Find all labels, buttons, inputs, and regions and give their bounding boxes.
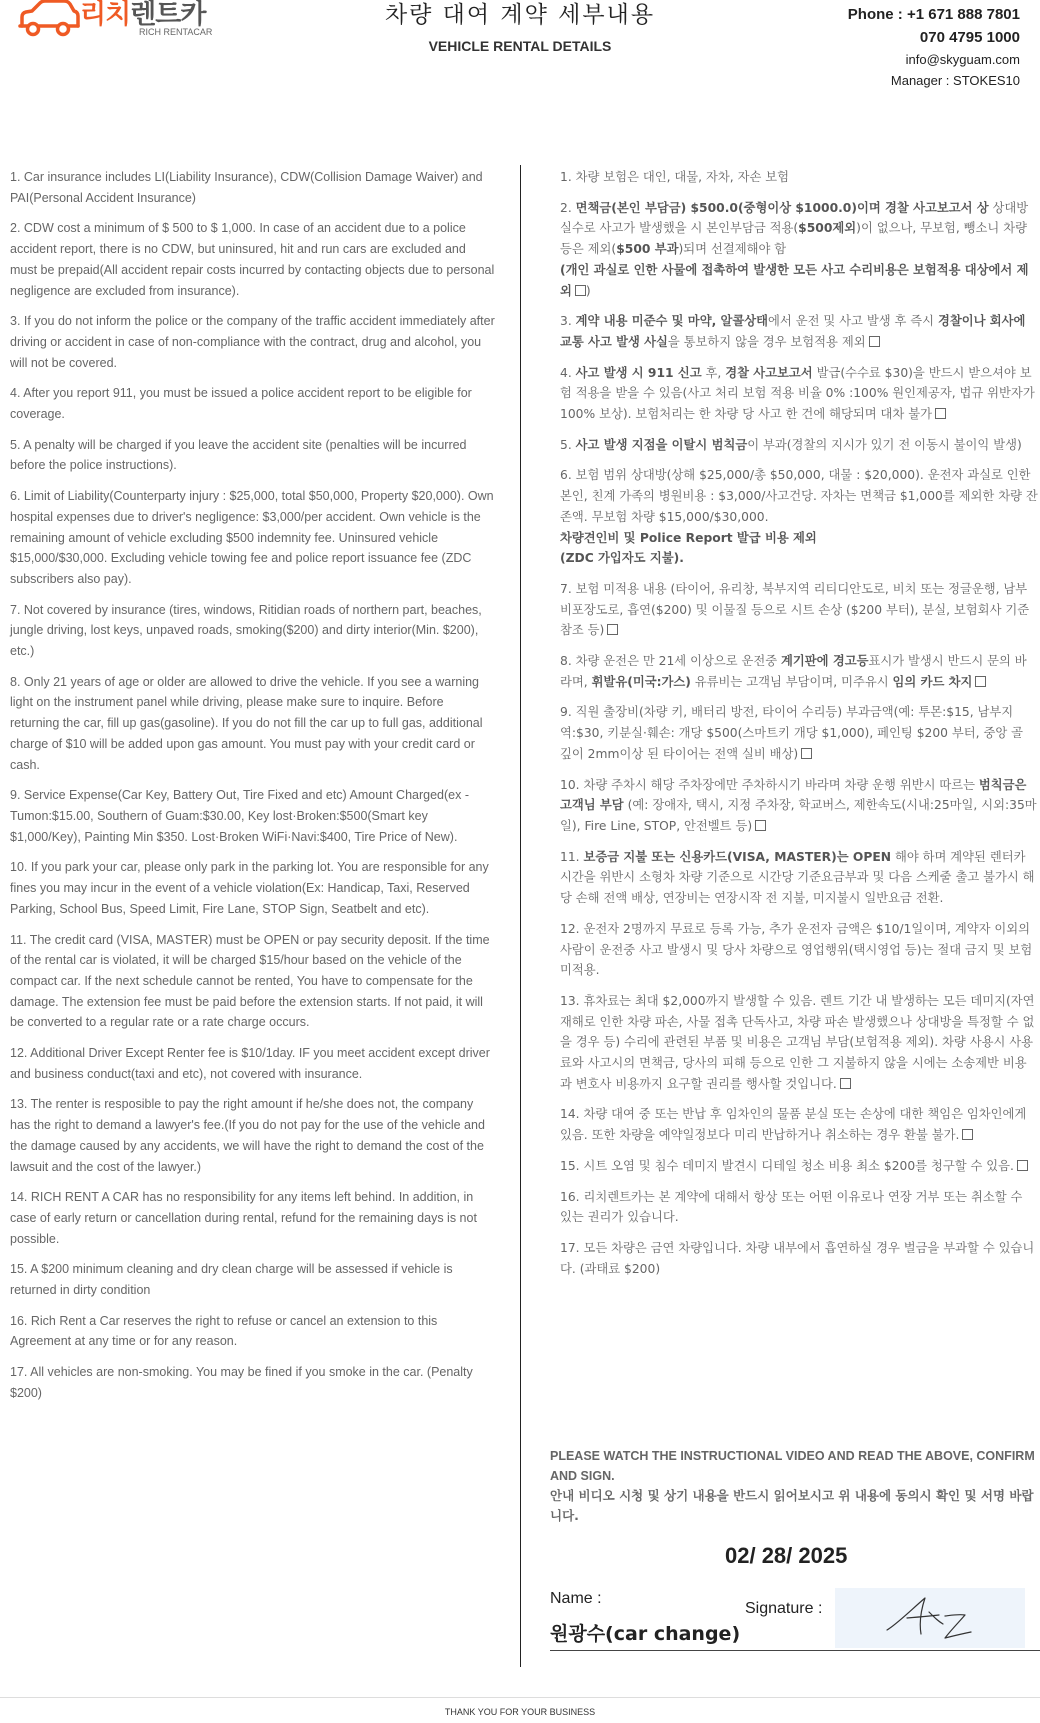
checkbox-icon	[975, 676, 986, 687]
term-ko-3: 3. 계약 내용 미준수 및 마약, 알콜상태에서 운전 및 사고 발생 후 즉시 경찰이나 회사에 교통 사고 발생 사실을 통보하지 않을 경우 보험적용 제외	[560, 314, 1026, 349]
checkbox-icon	[962, 1129, 973, 1140]
document-title-korean: 차량 대여 계약 세부내용	[384, 2, 656, 28]
term-ko-7: 7. 보험 미적용 내용 (타이어, 유리창, 북부지역 리티디안도로, 비치 또는 정글운행, 남부 비포장도로, 흡연($200) 및 이물질 등으로 시트 손상 ($200 부터), 분실, 보험회사 기준 참조 등)	[560, 581, 1030, 638]
term-en-1: 1. Car insurance includes LI(Liability Insurance), CDW(Collision Damage Waiver) and PAI(Personal Accident Insurance)	[10, 170, 483, 205]
term-en-3: 3. If you do not inform the police or the company of the traffic accident immediately after driving or accident in case of non-compliance with the contract, drug and alcohol, you will not be covered.	[10, 314, 495, 370]
term-en-4: 4. After you report 911, you must be issued a police accident report to be eligible for coverage.	[10, 386, 472, 422]
signature-field[interactable]	[835, 1588, 1025, 1648]
handwritten-signature-icon	[835, 1588, 1025, 1648]
term-ko-5: 5. 사고 발생 지점을 이탈시 범칙금이 부과(경찰의 지시가 있기 전 이동시 불이익 발생)	[560, 437, 1022, 452]
term-en-9: 9. Service Expense(Car Key, Battery Out, Tire Fixed and etc) Amount Charged(ex -Tumon:$15.00, Southern of Guam:$30.00, Key lost·Broken:$500(Smart key $1,000/Key), Painting Min $350. Lost·Broken WiFi·Navi:$400, Tire Price of New).	[10, 788, 469, 844]
term-ko-12: 12. 운전자 2명까지 무료로 등록 가능, 추가 운전자 금액은 $10/1일이며, 계약자 이외의 사람이 운전중 사고 발생시 및 당사 차량으로 영업행위(택시영업 등)는 절대 금지 및 보험 미적용.	[560, 921, 1033, 978]
term-en-13: 13. The renter is resposible to pay the right amount if he/she does not, the company has the right to demand a lawyer's fee.(If you do not pay for the use of the vehicle and the damage caused by any accidents, we will have the right to demand the cost of the lawsuit and the cost of the lawyer.)	[10, 1097, 485, 1174]
checkbox-icon	[840, 1078, 851, 1089]
footer-divider	[0, 1697, 1040, 1698]
term-ko-9: 9. 직원 출장비(차량 키, 배터리 방전, 타이어 수리등) 부과금액(예: 투몬:$15, 남부지역:$30, 키분실·훼손: 개당 $500(스마트키 개당 $1,000), 페인팅 $200 부터, 중앙 골 깊이 2mm이상 된 타이어는 전액 실비 배상)	[560, 705, 1024, 761]
term-ko-15: 15. 시트 오염 및 침수 데미지 발견시 디테일 청소 비용 최소 $200를 청구할 수 있음.	[560, 1156, 1038, 1177]
manager-name: Manager : STOKES10	[890, 73, 1020, 88]
logo-korean: 리치렌트카	[80, 0, 206, 30]
checkbox-icon	[935, 408, 946, 419]
contact-email: info@skyguam.com	[905, 52, 1020, 67]
term-en-2: 2. CDW cost a minimum of $ 500 to $ 1,000. In case of an accident due to a police accident report, there is no CDW, but uninsured, hit and run cars are excluded and must be prepaid(All accident repair costs incurred by contacting objects due to personal negligence are excluded from insurance).	[10, 221, 495, 298]
term-ko-11: 11. 보증금 지불 또는 신용카드(VISA, MASTER)는 OPEN 해야 하며 계약된 렌터카 시간을 위반시 소형차 차량 기준으로 시간당 기준요금부과 및 다음 스케줄 출고 불가시 해당 손해 전액 배상, 연장비는 연장시작 전 지불, 미지불시 일반요금 전환.	[560, 849, 1035, 906]
term-en-17: 17. All vehicles are non-smoking. You may be fined if you smoke in the car. (Penalty $200)	[10, 1365, 473, 1400]
checkbox-icon	[801, 748, 812, 759]
sign-notice-korean: 안내 비디오 시청 및 상기 내용을 반드시 읽어보시고 위 내용에 동의시 확인 및 서명 바랍니다.	[550, 1488, 1034, 1523]
phone-primary: Phone : +1 671 888 7801	[847, 6, 1020, 23]
document-title-english: VEHICLE RENTAL DETAILS	[428, 38, 612, 54]
checkbox-icon	[755, 820, 766, 831]
term-en-12: 12. Additional Driver Except Renter fee is $10/1day. IF you meet accident except driver and business conduct(taxi and etc), not covered with insurance.	[10, 1046, 490, 1081]
contact-block	[848, 3, 1020, 91]
term-ko-14: 14. 차량 대여 중 또는 반납 후 임차인의 물품 분실 또는 손상에 대한 책임은 임차인에게 있음. 또한 차량을 예약일정보다 미리 반납하거나 취소하는 경우 환불 불가.	[560, 1107, 1027, 1143]
renter-name: 원광수(car change)	[550, 1623, 741, 1645]
phone-secondary: 070 4795 1000	[919, 29, 1020, 46]
term-en-5: 5. A penalty will be charged if you leave the accident site (penalties will be incurred before the police instructions).	[10, 437, 467, 473]
term-en-7: 7. Not covered by insurance (tires, windows, Ritidian roads of northern part, beaches, jungle driving, lost keys, unpaved roads, smoking($200) and dirty interior(Min. $200), etc.)	[10, 602, 482, 659]
checkbox-icon	[869, 336, 880, 347]
term-ko-17: 17. 모든 차량은 금연 차량입니다. 차량 내부에서 흡연하실 경우 벌금을 부과할 수 있습니다. (과태료 $200)	[560, 1240, 1035, 1276]
term-ko-8: 8. 차량 운전은 만 21세 이상으로 운전중 계기판에 경고등표시가 발생시 반드시 문의 바라며, 휘발유(미국:가스) 유류비는 고객님 부담이며, 미주유시 임의 카드 차지	[560, 654, 1027, 689]
terms-korean	[560, 167, 1038, 1289]
term-ko-6: 6. 보험 범위 상대방(상해 $25,000/총 $50,000, 대물 : $20,000). 운전자 과실로 인한 본인, 친계 가족의 병원비용 : $3,000/사고건당. 자차는 면책금 $1,000를 제외한 차량 잔존액. 무보험 차량 $15,000/$30,000. 차량견인비 및 Police Report 발급 비용 제외 (ZDC 가입자도 지불).	[560, 468, 1038, 566]
term-en-16: 16. Rich Rent a Car reserves the right to refuse or cancel an extension to this Agreement at any time or for any reason.	[10, 1313, 438, 1349]
signature-label: Signature :	[745, 1600, 823, 1617]
term-en-8: 8. Only 21 years of age or older are allowed to drive the vehicle. If you see a warning light on the instrument panel while driving, please make sure to inquire. Before returning the car, fill up gas(gasoline). If you do not fill the car up to full gas, additional charge of $10 will be added upon gas amount. You must pay with your credit card or cash.	[10, 674, 483, 772]
term-en-15: 15. A $200 minimum cleaning and dry clean charge will be assessed if vehicle is returned in dirty condition	[10, 1262, 453, 1298]
signature-underline	[550, 1650, 1040, 1651]
name-label: Name :	[550, 1590, 602, 1607]
term-ko-2: 2. 면책금(본인 부담금) $500.0(중형이상 $1000.0)이며 경찰 사고보고서 상 상대방 실수로 사고가 발생했을 시 본인부담금 적용($500제외)이 없으나, 무보험, 뺑소니 차량 등은 제외($500 부과)되며 선결제해야 함 (개인 과실로 인한 사물에 접촉하여 발생한 모든 사고 수리비용은 보험적용 대상에서 제외 )	[560, 200, 1029, 298]
footer-thanks: THANK YOU FOR YOUR BUSINESS	[444, 1707, 596, 1717]
term-en-10: 10. If you park your car, please only park in the parking lot. You are responsible for any fines you may incur in the event of a vehicle violation(Ex: Handicap, Taxi, Reserved Parking, School Bus, Speed Limit, Fire Lane, STOP Sign, Seatbelt and etc).	[10, 860, 489, 916]
sign-notice-english: PLEASE WATCH THE INSTRUCTIONAL VIDEO AND READ THE ABOVE, CONFIRM AND SIGN.	[550, 1449, 1035, 1483]
checkbox-icon	[575, 285, 586, 296]
term-ko-16: 16. 리치렌트카는 본 계약에 대해서 항상 또는 어떤 이유로나 연장 거부 또는 취소할 수 있는 권리가 있습니다.	[560, 1189, 1023, 1225]
contract-date: 02/ 28/ 2025	[725, 1543, 848, 1568]
column-divider	[520, 165, 521, 1667]
term-en-6: 6. Limit of Liability(Counterparty injury : $25,000, total $50,000, Property $20,000). Own hospital expenses due to driver's negligence: $3,000/per accident. Own vehicle is the remaining amount of vehicle excluding $500 indemnity fee. Uninsured vehicle $15,000/$30,000. Excluding vehicle towing fee and police report issuance fee (ZDC subscribers also pay).	[10, 489, 494, 586]
sign-notice	[550, 1446, 1040, 1526]
checkbox-icon	[1017, 1160, 1028, 1171]
logo-english: RICH RENTACAR	[139, 27, 213, 37]
term-ko-10: 10. 차량 주차시 해당 주차장에만 주차하시기 바라며 차량 운행 위반시 따르는 범칙금은 고객님 부담 (예: 장애자, 택시, 지정 주차장, 학교버스, 제한속도(시내:25마일, 시외:35마일), Fire Line, STOP, 안전벨트 등)	[560, 777, 1037, 833]
term-en-11: 11. The credit card (VISA, MASTER) must be OPEN or pay security deposit. If the time of the rental car is violated, it will be charged $15/hour based on the vehicle of the compact car. If the next schedule cannot be rented, You have to compensate for the damage. The extension fee must be paid before the extension starts. If not paid, it will be converted to a regular rate or a rate charge occurs.	[10, 932, 490, 1030]
term-en-14: 14. RICH RENT A CAR has no responsibility for any items left behind. In addition, in case of early return or cancellation during rental, refund for the remaining days is not possible.	[10, 1190, 477, 1246]
term-ko-13: 13. 휴차료는 최대 $2,000까지 발생할 수 있음. 렌트 기간 내 발생하는 모든 데미지(자연재해로 인한 차량 파손, 사물 접촉 단독사고, 차량 파손 발생했으나 상대방을 특정할 수 없을 경우 등) 수리에 관련된 부품 및 비용은 고객님 부담(보험적용 제외). 차량 사용시 사용료와 사고시의 면책금, 당사의 피해 등으로 인한 그 지불하지 않을 시에는 소송제반 비용과 변호사 비용까지 요구할 권리를 행사할 것입니다.	[560, 993, 1035, 1091]
checkbox-icon	[607, 624, 618, 635]
terms-english	[10, 167, 496, 1414]
term-ko-1: 1. 차량 보험은 대인, 대물, 자차, 자손 보험	[560, 170, 790, 184]
term-ko-4: 4. 사고 발생 시 911 신고 후, 경찰 사고보고서 발급(수수료 $30)을 반드시 받으셔야 보험 적용을 받을 수 있음(사고 처리 보험 적용 비율 0% :100% 원인제공자, 법규 위반자가 100% 보상). 보험처리는 한 차량 당 사고 한 건에 해당되며 대차 불가	[560, 365, 1035, 422]
